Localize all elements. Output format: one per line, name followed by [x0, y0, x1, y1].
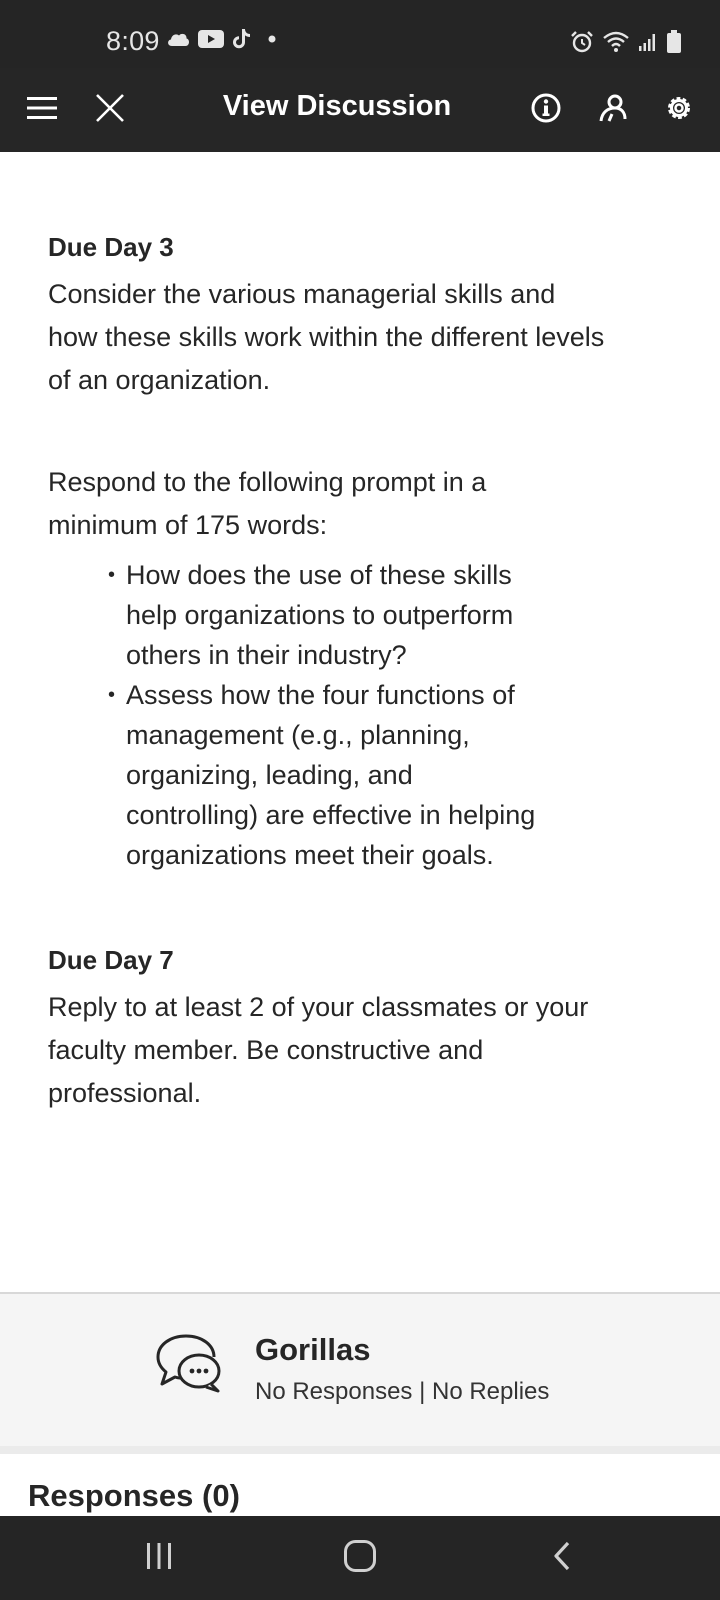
youtube-icon: [198, 29, 224, 49]
prompt-bullets: [108, 555, 548, 875]
list-item: • How does the use of these skills help organizations to outperform others in their industry?: [108, 555, 548, 675]
info-button[interactable]: [522, 86, 570, 134]
discussion-prompt: [48, 152, 668, 1115]
page-title: View Discussion: [222, 90, 452, 122]
close-icon: [95, 93, 125, 128]
alarm-icon: [570, 31, 594, 53]
home-icon: [343, 1539, 377, 1578]
due-day3-heading: Due Day 3: [48, 232, 174, 262]
close-button[interactable]: [86, 86, 134, 134]
nav-bar: [0, 1516, 720, 1600]
cloud-icon: [166, 31, 190, 47]
day7-text: Reply to at least 2 of your classmates or your faculty member. Be constructive and professional.: [48, 992, 589, 1108]
divider: [0, 1446, 720, 1454]
back-button[interactable]: [538, 1538, 586, 1578]
respond-instructions: Respond to the following prompt in a minimum of 175 words:: [48, 467, 487, 540]
participants-icon: [596, 92, 628, 129]
status-bar: [0, 0, 720, 68]
home-button[interactable]: [336, 1538, 384, 1578]
day3-intro: Consider the various managerial skills and how these skills work within the different levels of an organization.: [48, 279, 605, 395]
responses-heading: Responses (0): [28, 1478, 240, 1513]
group-meta: No Responses | No Replies: [255, 1378, 550, 1405]
battery-icon: [666, 30, 682, 54]
app-header: [0, 68, 720, 152]
wifi-icon: [602, 31, 630, 53]
settings-button[interactable]: [655, 86, 703, 134]
list-item: • Assess how the four functions of management (e.g., planning, organizing, leading, and controlling) are effective in helping organizations meet their goals.: [108, 675, 548, 875]
tiktok-icon: [232, 28, 252, 50]
due-day7-heading: Due Day 7: [48, 945, 174, 975]
info-icon: [530, 92, 562, 129]
system-icons: [570, 30, 682, 54]
notification-icons: [166, 28, 280, 50]
back-icon: [550, 1540, 574, 1577]
discussion-bubbles-icon: [156, 1332, 222, 1399]
menu-button[interactable]: [18, 86, 66, 134]
recent-apps-icon: [144, 1541, 174, 1576]
participants-button[interactable]: [588, 86, 636, 134]
group-name: Gorillas: [255, 1332, 371, 1367]
status-time: 8:09: [106, 26, 160, 56]
recent-apps-button[interactable]: [135, 1538, 183, 1578]
dot-icon: [260, 29, 280, 49]
settings-icon: [663, 92, 695, 129]
signal-icon: [638, 32, 658, 52]
group-card[interactable]: [0, 1292, 720, 1446]
menu-icon: [27, 96, 57, 125]
